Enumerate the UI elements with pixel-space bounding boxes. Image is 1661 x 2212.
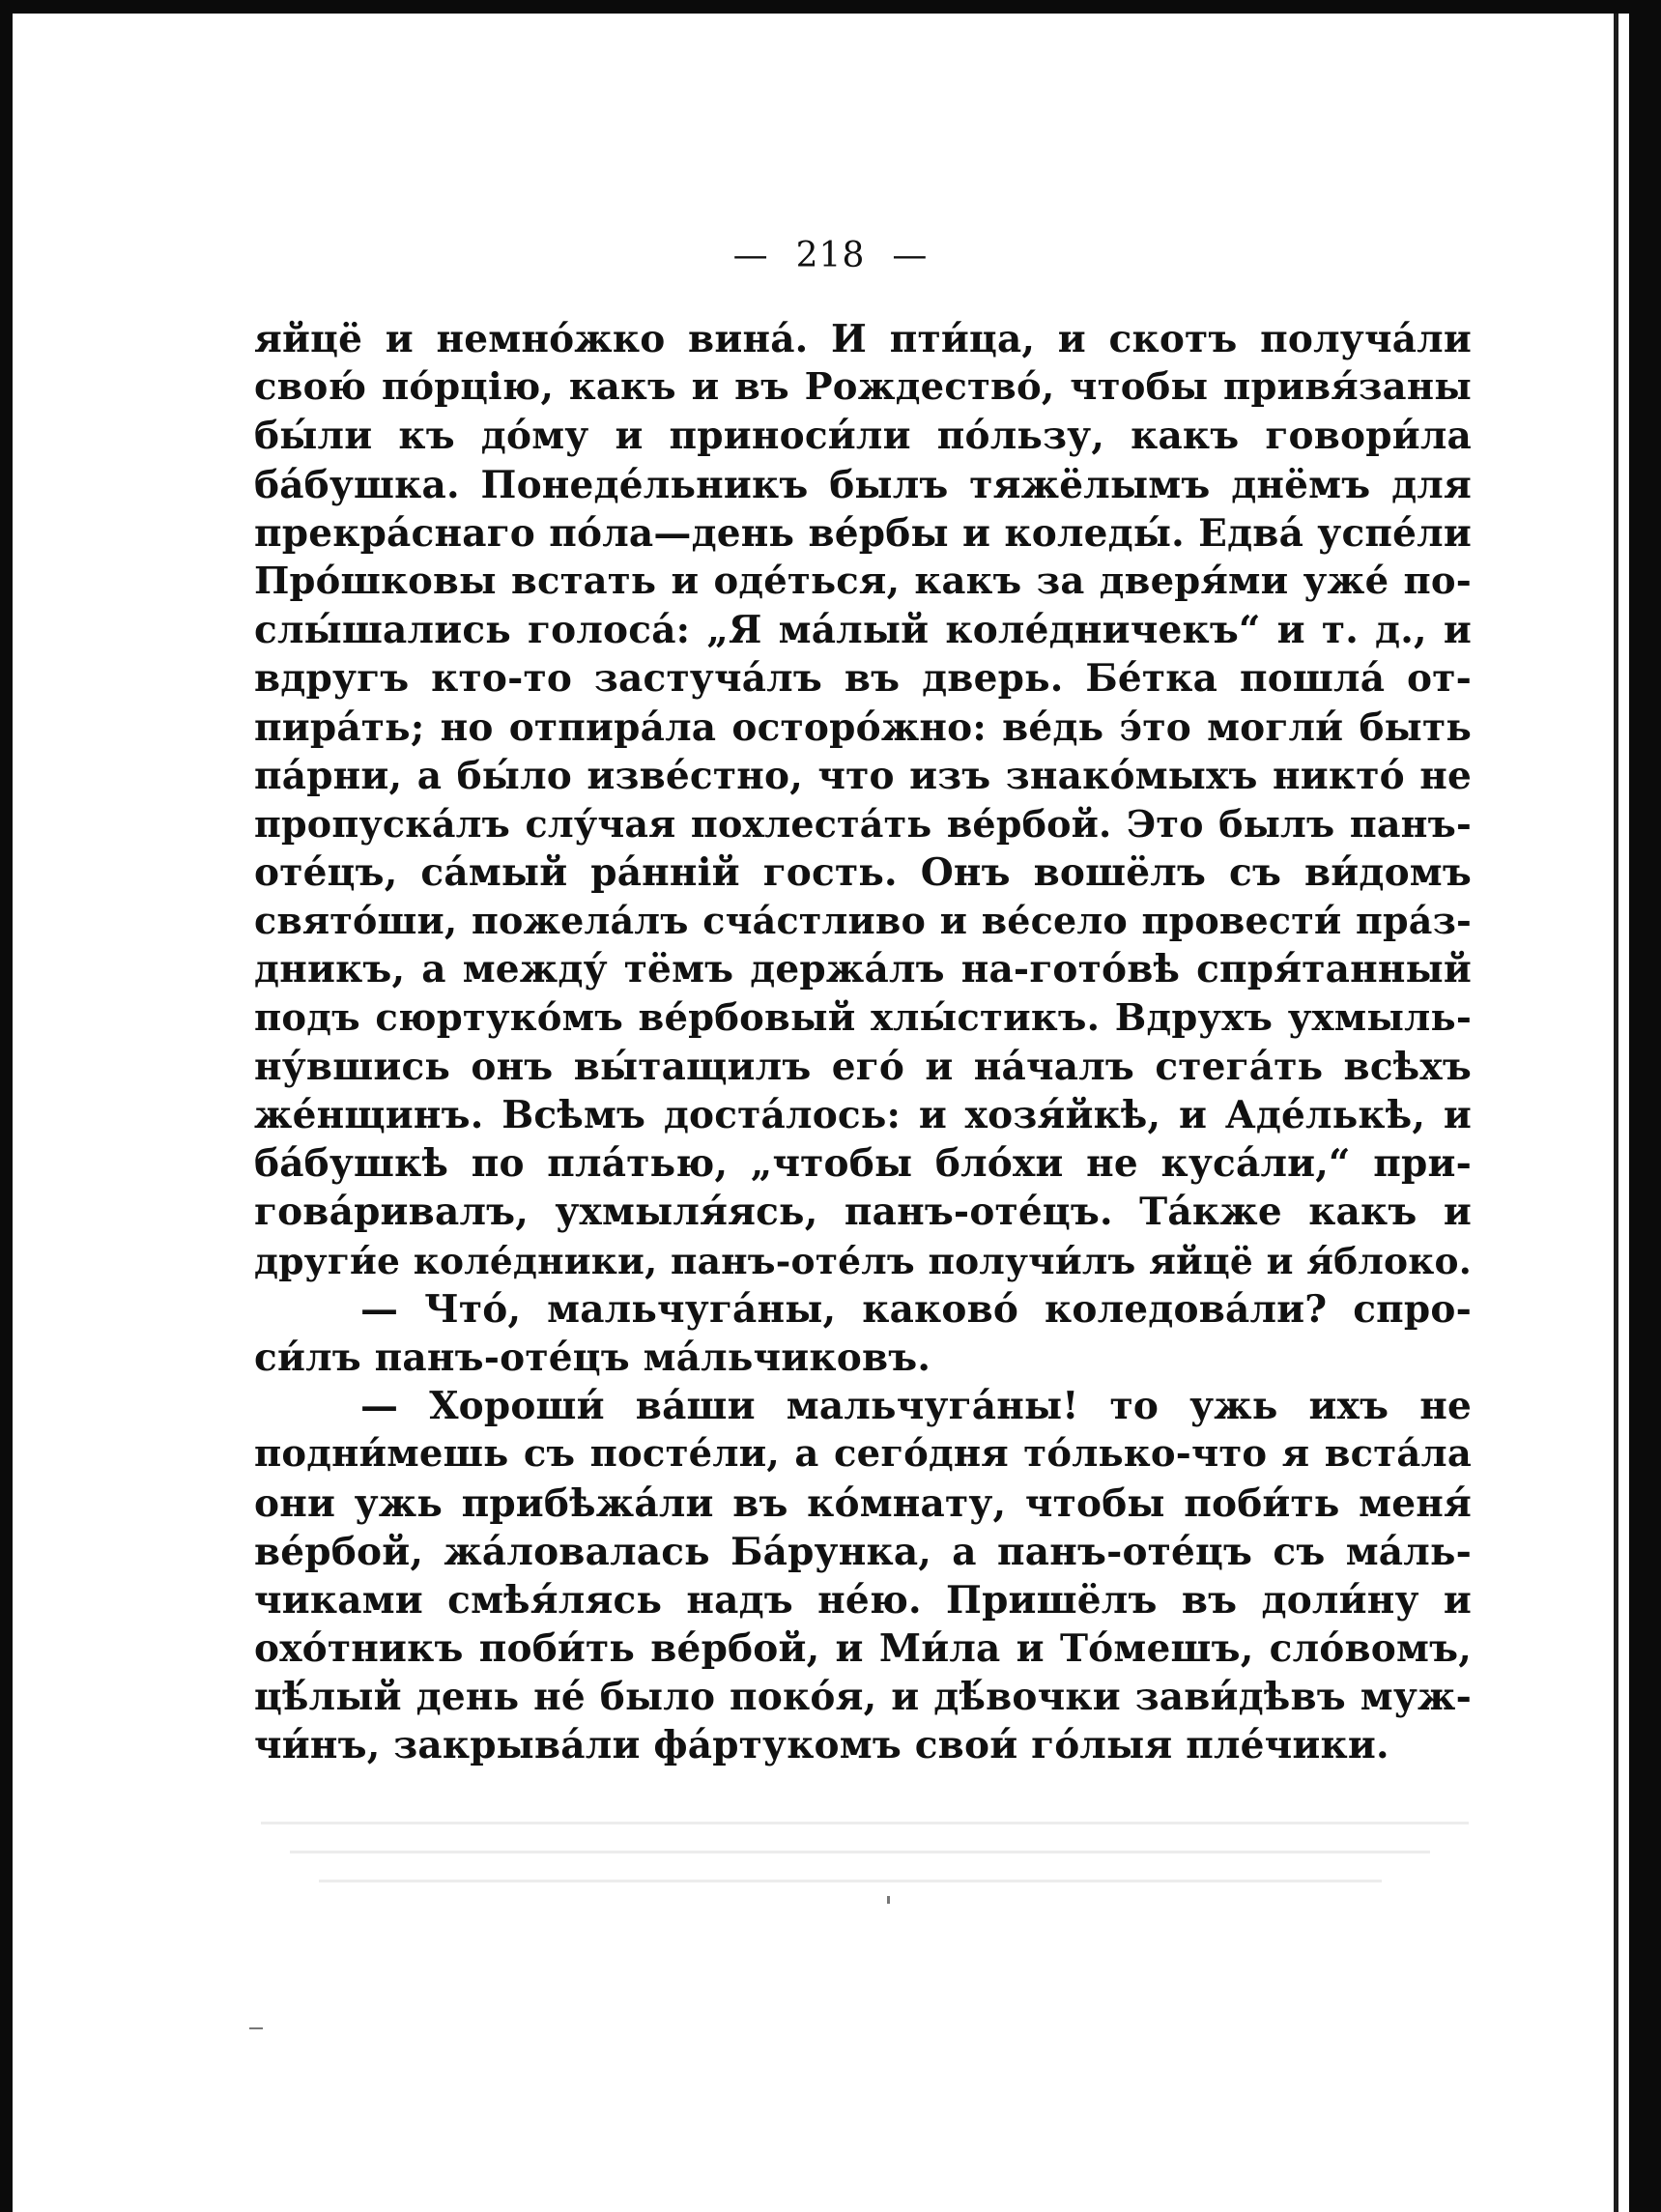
text-line: ба́бушкѣ по пла́тью, „чтобы бло́хи не куса́ли,“ при- — [254, 1141, 1472, 1187]
page-body-text — [254, 315, 1472, 1770]
text-line: други́е коле́дники, панъ-оте́лъ получи́лъ яйцё и я́блоко. — [254, 1239, 1472, 1282]
text-line: чиками смѣя́лясь надъ не́ю. Пришёлъ въ доли́ну и — [254, 1577, 1472, 1623]
scan-speck — [887, 1896, 890, 1904]
page-number-dash-left: — — [732, 236, 769, 275]
text-line: прекра́снаго по́ла—день ве́рбы и коледы́. Едва́ успе́ли — [254, 510, 1472, 556]
page-number-dash-right: — — [892, 236, 929, 275]
text-line-dialogue: — Хороши́ ва́ши мальчуга́ны! то ужь ихъ не — [360, 1384, 1472, 1429]
text-line: вдругъ кто-то застуча́лъ въ дверь. Бе́тка пошла́ от- — [254, 656, 1472, 702]
bleed-through-mark — [261, 1822, 1469, 1824]
text-line: чи́нъ, закрыва́ли фа́ртукомъ свои́ го́лыя пле́чики. — [254, 1723, 1389, 1768]
text-line: цѣ́лый день не́ было поко́я, и дѣ́вочки зави́дѣвъ муж- — [254, 1675, 1472, 1720]
text-line: бы́ли къ до́му и приноси́ли по́льзу, какъ говори́ла — [254, 414, 1472, 459]
text-line: ба́бушка. Понеде́льникъ былъ тяжёлымъ днёмъ для — [254, 462, 1472, 507]
text-line: си́лъ панъ-оте́цъ ма́льчиковъ. — [254, 1335, 931, 1380]
bleed-through-mark — [290, 1851, 1430, 1853]
text-line: ве́рбой, жа́ловалась Ба́рунка, а панъ-оте́цъ съ ма́ль- — [254, 1529, 1472, 1574]
scan-speck — [249, 2027, 263, 2029]
scan-border-left — [0, 0, 13, 2212]
text-line: дникъ, а между́ тёмъ держа́лъ на-гото́вѣ спря́танный — [254, 947, 1472, 992]
text-line: па́рни, а бы́ло изве́стно, что изъ знако́мыхъ никто́ не — [254, 753, 1472, 798]
text-line: пропуска́лъ слу́чая похлеста́ть ве́рбой. Это былъ панъ- — [254, 801, 1472, 846]
text-line: свято́ши, пожела́лъ сча́стливо и ве́село провести́ пра́з- — [254, 899, 1472, 943]
text-line: же́нщинъ. Всѣмъ доста́лось: и хозя́йкѣ, и Аде́лькѣ, и — [254, 1093, 1472, 1137]
text-line: свою́ по́рцію, какъ и въ Рождество́, чтобы привя́заны — [254, 365, 1472, 410]
scan-border-right — [1629, 0, 1661, 2212]
page-number: 218 — [795, 236, 866, 275]
text-line: ну́вшись онъ вы́тащилъ его́ и на́чалъ стега́ть всѣхъ — [254, 1044, 1472, 1089]
text-line: они ужь прибѣжа́ли въ ко́мнату, чтобы поби́ть меня́ — [254, 1480, 1472, 1526]
text-line: охо́тникъ поби́ть ве́рбой, и Ми́ла и То́мешъ, сло́вомъ, — [254, 1626, 1472, 1672]
scan-border-right-inner — [1614, 14, 1618, 2212]
text-line: подъ сюртуко́мъ ве́рбовый хлы́стикъ. Вдрухъ ухмыль- — [254, 995, 1472, 1040]
text-line: Про́шковы встать и оде́ться, какъ за дверя́ми уже́ по- — [254, 559, 1472, 603]
text-line: подни́мешь съ посте́ли, а сего́дня то́лько-что я вста́ла — [254, 1432, 1472, 1477]
text-line: гова́ривалъ, ухмыля́ясь, панъ-оте́цъ. Та́кже какъ и — [254, 1190, 1472, 1235]
text-line: оте́цъ, са́мый ра́нній гость. Онъ вошёлъ съ ви́домъ — [254, 850, 1472, 896]
text-line: слы́шались голоса́: „Я ма́лый коле́дничекъ“ и т. д., и — [254, 608, 1472, 653]
text-line: яйцё и немно́жко вина́. И пти́ца, и скотъ получа́ли — [254, 317, 1472, 361]
scan-border-top — [0, 0, 1661, 14]
page-number-header — [0, 236, 1661, 275]
text-line-dialogue: — Что́, мальчуга́ны, каково́ коледова́ли? спро- — [360, 1286, 1472, 1332]
bleed-through-mark — [319, 1880, 1382, 1882]
text-line: пира́ть; но отпира́ла осторо́жно: ве́дь э́то могли́ быть — [254, 704, 1472, 750]
